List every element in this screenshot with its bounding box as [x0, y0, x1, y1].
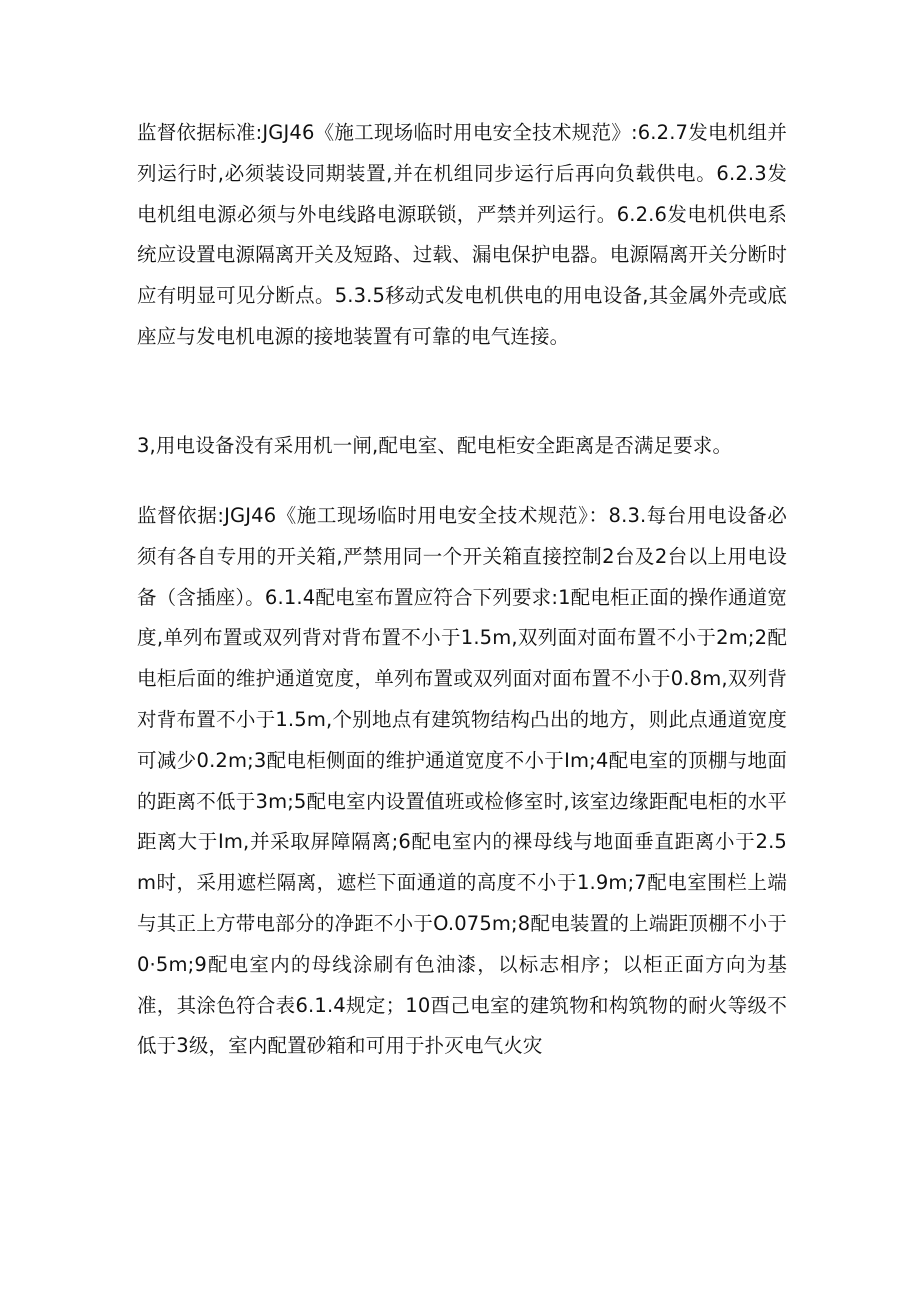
paragraph-supervision-basis-distribution: 监督依据:JGJ46《施工现场临时用电安全技术规范》：8.3.每台用电设备必须有各自专用的开关箱,严禁用同一个开关箱直接控制2台及2台以上用电设备（含插座）。6.1.4配电室布置应符合下列要求:1配电柜正面的操作通道宽度,单列布置或双列背对背布置不小于1.5m,双列面对面布置不小于2m;2配电柜后面的维护通道宽度，单列布置或双列面对面布置不小于0.8m,双列背对背布置不小于1.5m,个别地点有建筑物结构凸出的地方，则此点通道宽度可减少0.2m;3配电柜侧面的维护通道宽度不小于Im;4配电室的顶棚与地面的距离不低于3m;5配电室内设置值班或检修室时,该室边缘距配电柜的水平距离大于Im,并采取屏障隔离;6配电室内的裸母线与地面垂直距离小于2.5m时，采用遮栏隔离，遮栏下面通道的高度不小于1.9m;7配电室围栏上端与其正上方带电部分的净距不小于O.075m;8配电装置的上端距顶棚不小于0·5m;9配电室内的母线涂刷有色油漆，以标志相序；以柜正面方向为基准，其涂色符合表6.1.4规定；10酉己电室的建筑物和构筑物的耐火等级不低于3级，室内配置砂箱和可用于扑灭电气火灾	[137, 504, 787, 1058]
paragraph-item-3: 3,用电设备没有采用机一闸,配电室、配电柜安全距离是否满足要求。	[137, 434, 733, 457]
paragraph-supervision-basis-generator: 监督依据标准:JGJ46《施工现场临时用电安全技术规范》:6.2.7发电机组并列运行时,必须装设同期装置,并在机组同步运行后再向负载供电。6.2.3发电机组电源必须与外电线路电源联锁，严禁并列运行。6.2.6发电机供电系统应设置电源隔离开关及短路、过载、漏电保护电器。电源隔离开关分断时应有明显可见分断点。5.3.5移动式发电机供电的用电设备,其金属外壳或底座应与发电机电源的接地装置有可靠的电气连接。	[137, 121, 787, 348]
